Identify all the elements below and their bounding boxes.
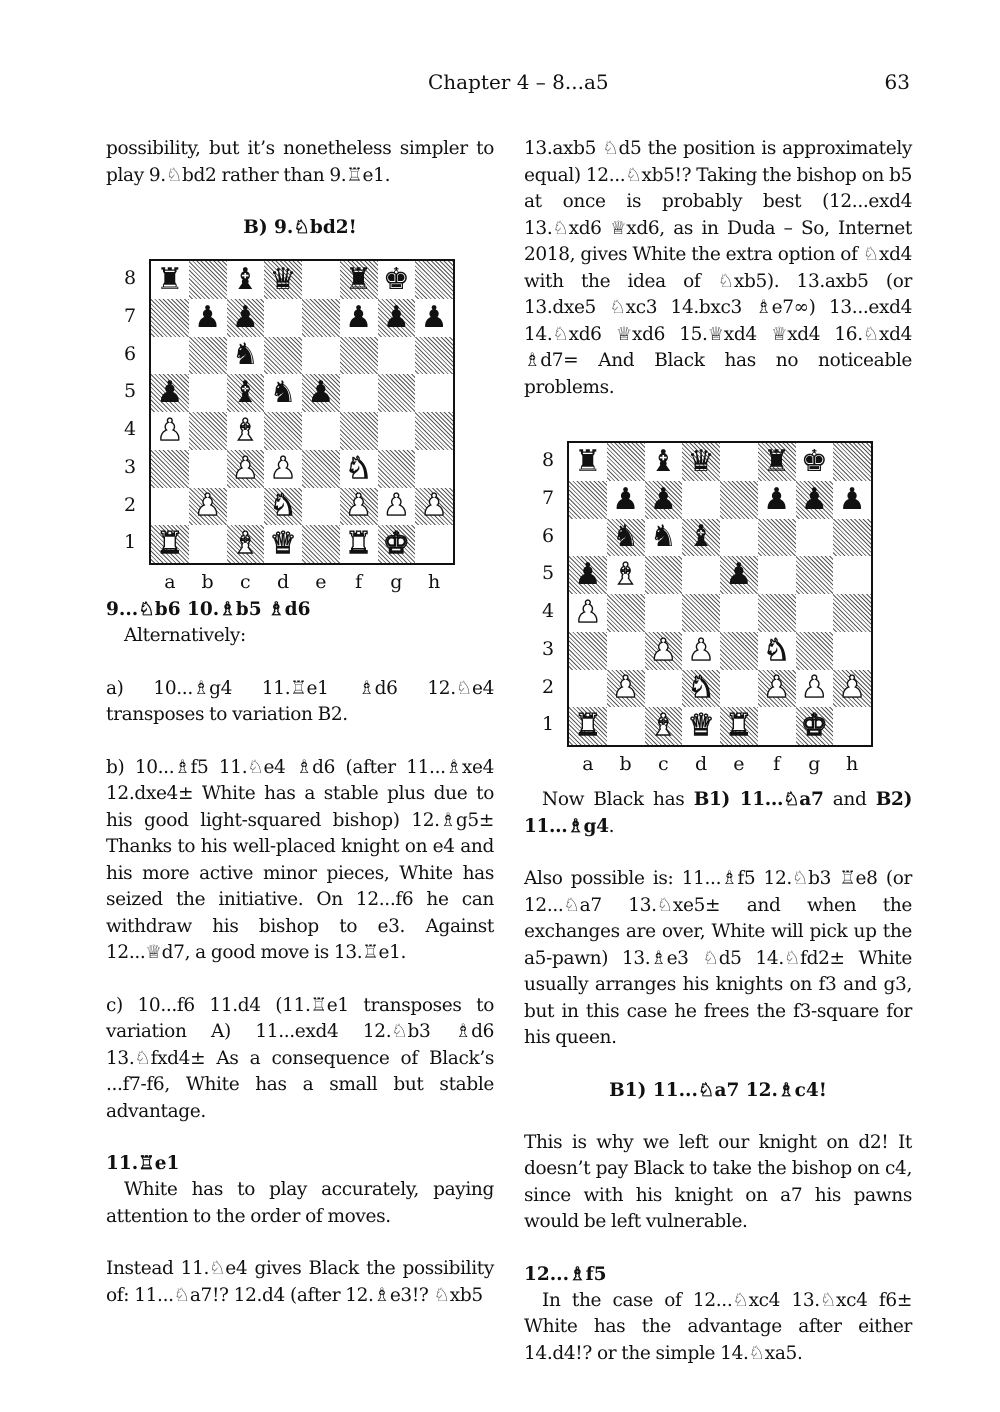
white-rook-icon: ♜ [156, 526, 184, 562]
paragraph-now [524, 787, 912, 840]
square-g1 [378, 525, 416, 563]
square-f7 [340, 299, 378, 337]
square-h5 [833, 556, 871, 594]
square-c3 [645, 632, 683, 670]
square-e2 [720, 670, 758, 708]
square-b7 [189, 299, 227, 337]
file-label: f [773, 753, 781, 775]
square-f6 [340, 337, 378, 375]
black-pawn-icon: ♟ [574, 557, 602, 593]
white-knight-icon: ♞ [687, 670, 715, 706]
square-g1 [796, 707, 834, 745]
square-f4 [340, 412, 378, 450]
square-a2 [569, 670, 607, 708]
paragraph: Alternatively: [124, 625, 246, 646]
white-pawn-icon: ♟ [156, 412, 184, 448]
square-a7 [569, 481, 607, 519]
rank-label: 3 [123, 455, 137, 478]
square-f8 [758, 443, 796, 481]
rank-label: 8 [541, 449, 555, 471]
square-a6 [151, 337, 189, 375]
square-b2 [189, 488, 227, 526]
square-d5 [682, 556, 720, 594]
square-h7 [415, 299, 453, 337]
page-number: 63 [884, 70, 910, 94]
paragraph: In the case of 12...♘xc4 13.♘xc4 f6± White has the advantage after either 14.d4!? or the simple 14.♘xa5. [524, 1289, 912, 1364]
white-pawn-icon: ♟ [345, 488, 373, 524]
square-f5 [758, 556, 796, 594]
text: Now Black has [542, 789, 694, 810]
black-bishop-icon: ♝ [649, 443, 677, 479]
square-h7 [833, 481, 871, 519]
square-g6 [378, 337, 416, 375]
chessboard [149, 259, 455, 565]
white-pawn-icon: ♟ [194, 488, 222, 524]
white-king-icon: ♚ [382, 526, 410, 562]
rank-label: 8 [123, 267, 137, 289]
move-line: 12...♗f5 [524, 1263, 607, 1285]
square-a2 [151, 488, 189, 526]
black-queen-icon: ♛ [269, 261, 297, 297]
black-pawn-icon: ♟ [194, 299, 222, 335]
white-queen-icon: ♛ [687, 708, 715, 744]
white-rook-icon: ♜ [725, 708, 753, 744]
square-g2 [796, 670, 834, 708]
white-pawn-icon: ♟ [420, 488, 448, 524]
square-d5 [264, 374, 302, 412]
paragraph: possibility, but it’s nonetheless simpler to play 9.♘bd2 rather than 9.♖e1. [106, 138, 494, 186]
square-f8 [340, 261, 378, 299]
black-rook-icon: ♜ [574, 443, 602, 479]
rank-label: 7 [123, 304, 137, 327]
white-bishop-icon: ♝ [649, 708, 677, 744]
black-pawn-icon: ♟ [156, 375, 184, 411]
black-pawn-icon: ♟ [612, 481, 640, 517]
white-pawn-icon: ♟ [612, 670, 640, 706]
square-h8 [833, 443, 871, 481]
move-line: 9...♘b6 10.♗b5 ♗d6 [106, 599, 311, 620]
square-c4 [645, 594, 683, 632]
square-h5 [415, 374, 453, 412]
square-h4 [415, 412, 453, 450]
paragraph: Instead 11.♘e4 gives Black the possibility of: 11...♘a7!? 12.d4 (after 12.♗e3!? ♘xb5 [106, 1258, 494, 1306]
left-column [106, 136, 494, 1309]
square-d6 [682, 519, 720, 557]
chess-diagram-1 [106, 259, 494, 597]
square-g4 [796, 594, 834, 632]
square-d7 [264, 299, 302, 337]
square-d2 [264, 488, 302, 526]
white-king-icon: ♚ [800, 708, 828, 744]
white-knight-icon: ♞ [345, 450, 373, 486]
square-c1 [645, 707, 683, 745]
square-g2 [378, 488, 416, 526]
rank-label: 4 [123, 418, 137, 440]
black-pawn-icon: ♟ [420, 299, 448, 335]
rank-label: 2 [123, 493, 137, 516]
white-bishop-icon: ♝ [612, 557, 640, 593]
variation-c: c) 10...f6 11.d4 (11.♖e1 transposes to variation A) 11...exd4 12.♘b3 ♗d6 13.♘fxd4± As a consequence of Black’s ...f7-f6, White has a small but stable advantage. [106, 994, 494, 1122]
black-rook-icon: ♜ [345, 261, 373, 297]
rank-label: 7 [541, 486, 555, 509]
square-c7 [645, 481, 683, 519]
square-f1 [758, 707, 796, 745]
square-h8 [415, 261, 453, 299]
square-d4 [682, 594, 720, 632]
white-pawn-icon: ♟ [649, 632, 677, 668]
square-b1 [189, 525, 227, 563]
black-king-icon: ♚ [800, 443, 828, 479]
white-queen-icon: ♛ [269, 526, 297, 562]
square-e3 [720, 632, 758, 670]
rank-label: 3 [541, 637, 555, 660]
square-f3 [758, 632, 796, 670]
file-label: a [164, 571, 176, 593]
rank-label: 6 [541, 524, 555, 547]
running-head [0, 70, 1000, 100]
chapter-title: Chapter 4 – 8...a5 [428, 70, 609, 94]
file-label: d [695, 753, 708, 775]
square-a3 [569, 632, 607, 670]
square-a1 [569, 707, 607, 745]
black-pawn-icon: ♟ [382, 299, 410, 335]
section-heading-b1: B1) 11...♘a7 12.♗c4! [609, 1079, 827, 1101]
black-king-icon: ♚ [382, 261, 410, 297]
square-a4 [151, 412, 189, 450]
square-e5 [720, 556, 758, 594]
square-a5 [569, 556, 607, 594]
square-a4 [569, 594, 607, 632]
square-e8 [302, 261, 340, 299]
square-h2 [415, 488, 453, 526]
black-bishop-icon: ♝ [231, 261, 259, 297]
variation-a: a) 10...♗g4 11.♖e1 ♗d6 12.♘e4 transposes to variation B2. [106, 677, 494, 725]
right-column [524, 136, 912, 1367]
black-knight-icon: ♞ [612, 519, 640, 555]
file-label: g [808, 753, 821, 775]
square-b6 [607, 519, 645, 557]
square-h6 [415, 337, 453, 375]
section-heading-b: B) 9.♘bd2! [243, 217, 357, 238]
square-b5 [607, 556, 645, 594]
square-f5 [340, 374, 378, 412]
black-rook-icon: ♜ [763, 443, 791, 479]
square-e3 [302, 450, 340, 488]
square-d1 [264, 525, 302, 563]
white-knight-icon: ♞ [763, 632, 791, 668]
file-label: c [240, 571, 251, 593]
file-label: a [582, 753, 594, 775]
square-h4 [833, 594, 871, 632]
square-d2 [682, 670, 720, 708]
square-c3 [227, 450, 265, 488]
square-e4 [720, 594, 758, 632]
square-h1 [415, 525, 453, 563]
variation-ref-b2: B2) 11...♗g4 [524, 789, 912, 837]
square-c2 [227, 488, 265, 526]
file-label: e [733, 753, 745, 775]
square-d7 [682, 481, 720, 519]
file-label: c [658, 753, 669, 775]
black-pawn-icon: ♟ [307, 375, 335, 411]
square-f2 [758, 670, 796, 708]
square-b1 [607, 707, 645, 745]
black-pawn-icon: ♟ [763, 481, 791, 517]
file-label: g [390, 571, 403, 593]
square-b6 [189, 337, 227, 375]
paragraph: White has to play accurately, paying attention to the order of moves. [106, 1179, 494, 1227]
square-d8 [264, 261, 302, 299]
black-knight-icon: ♞ [231, 337, 259, 373]
square-a8 [151, 261, 189, 299]
square-e2 [302, 488, 340, 526]
black-bishop-icon: ♝ [231, 375, 259, 411]
rank-label: 5 [541, 562, 555, 585]
square-f4 [758, 594, 796, 632]
file-label: b [619, 753, 632, 775]
rank-label: 2 [541, 675, 555, 698]
white-pawn-icon: ♟ [838, 670, 866, 706]
square-b4 [607, 594, 645, 632]
square-a8 [569, 443, 607, 481]
white-rook-icon: ♜ [574, 708, 602, 744]
square-h1 [833, 707, 871, 745]
paragraph: Also possible is: 11...♗f5 12.♘b3 ♖e8 (or 12...♘a7 13.♘xe5± and when the exchanges are over, White will pick up the a5-pawn) 13.♗e3 ♘d5 14.♘fd2± White usually arranges his knights on f3 and g3, but in this case he frees the f3-square for his queen. [524, 868, 912, 1048]
square-h3 [833, 632, 871, 670]
square-b2 [607, 670, 645, 708]
white-pawn-icon: ♟ [687, 632, 715, 668]
square-b3 [189, 450, 227, 488]
square-d8 [682, 443, 720, 481]
square-f7 [758, 481, 796, 519]
black-knight-icon: ♞ [649, 519, 677, 555]
file-label: b [201, 571, 214, 593]
white-pawn-icon: ♟ [763, 670, 791, 706]
rank-label: 5 [123, 380, 137, 403]
square-c7 [227, 299, 265, 337]
square-g8 [378, 261, 416, 299]
square-h2 [833, 670, 871, 708]
square-g8 [796, 443, 834, 481]
square-e1 [720, 707, 758, 745]
black-knight-icon: ♞ [269, 375, 297, 411]
square-b5 [189, 374, 227, 412]
square-e6 [720, 519, 758, 557]
square-d3 [682, 632, 720, 670]
file-label: h [428, 571, 441, 593]
square-d1 [682, 707, 720, 745]
white-pawn-icon: ♟ [800, 670, 828, 706]
black-queen-icon: ♛ [687, 443, 715, 479]
paragraph: This is why we left our knight on d2! It doesn’t pay Black to take the bishop on c4, since with his knight on a7 his pawns would be left vulnerable. [524, 1131, 912, 1232]
white-bishop-icon: ♝ [231, 412, 259, 448]
square-a5 [151, 374, 189, 412]
file-label: h [846, 753, 859, 775]
square-c1 [227, 525, 265, 563]
square-g7 [378, 299, 416, 337]
square-g7 [796, 481, 834, 519]
square-a6 [569, 519, 607, 557]
white-rook-icon: ♜ [345, 526, 373, 562]
square-h3 [415, 450, 453, 488]
rank-label: 4 [541, 600, 555, 622]
square-g5 [378, 374, 416, 412]
square-c5 [645, 556, 683, 594]
black-pawn-icon: ♟ [800, 481, 828, 517]
square-h6 [833, 519, 871, 557]
square-g3 [378, 450, 416, 488]
file-label: f [355, 571, 363, 593]
black-pawn-icon: ♟ [649, 481, 677, 517]
square-a3 [151, 450, 189, 488]
square-g3 [796, 632, 834, 670]
square-f1 [340, 525, 378, 563]
square-c6 [645, 519, 683, 557]
square-d6 [264, 337, 302, 375]
square-c2 [645, 670, 683, 708]
square-g6 [796, 519, 834, 557]
square-c8 [227, 261, 265, 299]
file-label: d [277, 571, 290, 593]
white-pawn-icon: ♟ [382, 488, 410, 524]
chess-diagram-2 [524, 441, 912, 787]
white-pawn-icon: ♟ [231, 450, 259, 486]
file-label: e [315, 571, 327, 593]
white-bishop-icon: ♝ [231, 526, 259, 562]
square-g4 [378, 412, 416, 450]
paragraph: 13.axb5 ♘d5 the position is approximately equal) 12...♘xb5!? Taking the bishop on b5 at once is probably best (12...exd4 13.♘xd6 ♕xd6, as in Duda – So, Internet 2018, gives White the extra option of ♘xd4 with the idea of ♘xb5). 13.axb5 (or 13.dxe5 ♘xc3 14.bxc3 ♗e7∞) 13...exd4 14.♘xd6 ♕xd6 15.♕xd4 ♕xd4 16.♘xd4 ♗d7= And Black has no noticeable problems. [524, 138, 912, 398]
rank-label: 1 [541, 713, 555, 736]
square-e4 [302, 412, 340, 450]
rank-label: 1 [123, 531, 137, 554]
square-d4 [264, 412, 302, 450]
square-c5 [227, 374, 265, 412]
black-pawn-icon: ♟ [725, 557, 753, 593]
square-c8 [645, 443, 683, 481]
variation-b: b) 10...♗f5 11.♘e4 ♗d6 (after 11...♗xe4 12.dxe4± White has a stable plus due to his good light-squared bishop) 12.♗g5± Thanks to his well-placed knight on e4 and his more active minor pieces, White has seized the initiative. On 12...f6 he can withdraw his bishop to e3. Against 12...♕d7, a good move is 13.♖e1. [106, 756, 494, 963]
white-pawn-icon: ♟ [574, 594, 602, 630]
black-pawn-icon: ♟ [345, 299, 373, 335]
square-e7 [720, 481, 758, 519]
white-pawn-icon: ♟ [269, 450, 297, 486]
text: and [823, 789, 876, 810]
square-b7 [607, 481, 645, 519]
black-rook-icon: ♜ [156, 261, 184, 297]
square-f3 [340, 450, 378, 488]
square-e8 [720, 443, 758, 481]
square-e5 [302, 374, 340, 412]
chessboard [567, 441, 873, 747]
square-a7 [151, 299, 189, 337]
black-pawn-icon: ♟ [838, 481, 866, 517]
text: . [608, 815, 615, 837]
square-f2 [340, 488, 378, 526]
move-line: 11.♖e1 [106, 1153, 180, 1174]
square-b4 [189, 412, 227, 450]
square-c6 [227, 337, 265, 375]
square-b8 [607, 443, 645, 481]
black-bishop-icon: ♝ [687, 519, 715, 555]
variation-ref-b1: B1) 11...♘a7 [693, 789, 824, 810]
white-knight-icon: ♞ [269, 488, 297, 524]
square-g5 [796, 556, 834, 594]
square-b8 [189, 261, 227, 299]
square-a1 [151, 525, 189, 563]
square-e7 [302, 299, 340, 337]
square-f6 [758, 519, 796, 557]
square-c4 [227, 412, 265, 450]
black-pawn-icon: ♟ [231, 299, 259, 335]
square-e1 [302, 525, 340, 563]
square-d3 [264, 450, 302, 488]
square-e6 [302, 337, 340, 375]
square-b3 [607, 632, 645, 670]
rank-label: 6 [123, 342, 137, 365]
